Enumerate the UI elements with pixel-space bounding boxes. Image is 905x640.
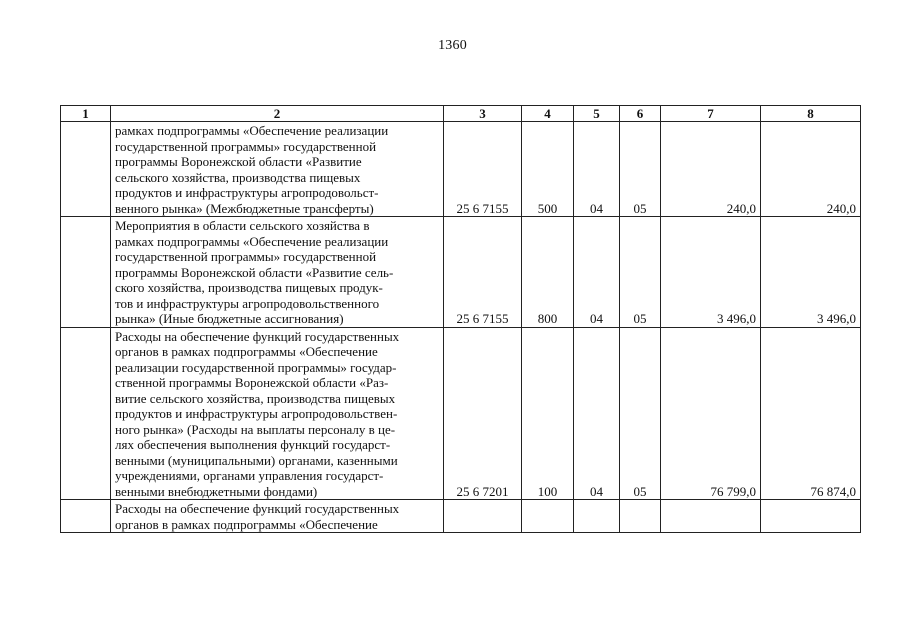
header-col-1: 1 <box>61 106 111 122</box>
description-line: государственной программы» государственной <box>115 138 377 154</box>
description-line: Расходы на обеспечение функций государственных <box>115 501 400 516</box>
description-line: ного рынка» (Расходы на выплаты персоналу в це- <box>115 421 396 437</box>
row-description <box>111 500 444 533</box>
description-line: венными (муниципальными) органами, казенными <box>115 452 398 468</box>
header-col-2: 2 <box>111 106 444 122</box>
description-line: рамках подпрограммы «Обеспечение реализации <box>115 233 389 249</box>
description-line: продуктов и инфраструктуры агропродовольст- <box>115 185 379 200</box>
section-cell: 04 <box>574 217 620 328</box>
target-code-cell: 25 6 7155 <box>444 217 522 328</box>
row-number-cell <box>61 217 111 328</box>
amount-cell-7: 240,0 <box>661 122 761 217</box>
header-col-5: 5 <box>574 106 620 122</box>
amount-cell-8: 240,0 <box>761 122 861 217</box>
target-code-cell: 25 6 7155 <box>444 122 522 217</box>
table-row <box>61 500 861 533</box>
row-number-cell <box>61 122 111 217</box>
expense-type-cell <box>522 500 574 533</box>
description-line: программы Воронежской области «Развитие сель- <box>115 264 394 280</box>
description-line: органов в рамках подпрограммы «Обеспечение <box>115 516 378 532</box>
description-line: государственной программы» государственной <box>115 249 377 264</box>
table-header-row <box>61 106 861 122</box>
amount-cell-8 <box>761 500 861 533</box>
description-line: Расходы на обеспечение функций государственных <box>115 328 400 344</box>
amount-cell-8: 76 874,0 <box>761 327 861 500</box>
description-line: венного рынка» (Межбюджетные трансферты) <box>115 200 374 216</box>
row-description <box>111 327 444 500</box>
description-line: Мероприятия в области сельского хозяйства в <box>115 218 370 233</box>
description-line: тов и инфраструктуры агропродовольственного <box>115 295 380 311</box>
description-line: рамках подпрограммы «Обеспечение реализации <box>115 123 389 138</box>
budget-table <box>60 105 861 533</box>
description-line: продуктов и инфраструктуры агропродовольствен- <box>115 406 398 421</box>
row-number-cell <box>61 500 111 533</box>
row-description <box>111 122 444 217</box>
page-number: 1360 <box>438 38 467 53</box>
section-cell: 04 <box>574 122 620 217</box>
amount-cell-7: 3 496,0 <box>661 217 761 328</box>
expense-type-cell: 500 <box>522 122 574 217</box>
expense-type-cell: 800 <box>522 217 574 328</box>
description-line: ственной программы Воронежской области «Раз- <box>115 375 389 390</box>
description-line: программы Воронежской области «Развитие <box>115 154 362 169</box>
row-number-cell <box>61 327 111 500</box>
target-code-cell: 25 6 7201 <box>444 327 522 500</box>
description-line: учреждениями, органами управления государст- <box>115 468 384 483</box>
description-line: витие сельского хозяйства, производства пищевых <box>115 390 396 406</box>
amount-cell-7 <box>661 500 761 533</box>
header-col-8: 8 <box>761 106 861 122</box>
header-col-4: 4 <box>522 106 574 122</box>
description-line: венными внебюджетными фондами) <box>115 483 318 499</box>
subsection-cell: 05 <box>620 327 661 500</box>
table-row <box>61 122 861 217</box>
table-row <box>61 327 861 500</box>
description-line: сельского хозяйства, производства пищевых <box>115 169 361 185</box>
subsection-cell: 05 <box>620 217 661 328</box>
target-code-cell <box>444 500 522 533</box>
description-line: лях обеспечения выполнения функций государст- <box>115 437 391 452</box>
section-cell <box>574 500 620 533</box>
header-col-6: 6 <box>620 106 661 122</box>
amount-cell-7: 76 799,0 <box>661 327 761 500</box>
section-cell: 04 <box>574 327 620 500</box>
subsection-cell: 05 <box>620 122 661 217</box>
row-description <box>111 217 444 328</box>
description-line: ского хозяйства, производства пищевых продук- <box>115 280 383 295</box>
table-row <box>61 217 861 328</box>
header-col-7: 7 <box>661 106 761 122</box>
amount-cell-8: 3 496,0 <box>761 217 861 328</box>
header-col-3: 3 <box>444 106 522 122</box>
subsection-cell <box>620 500 661 533</box>
description-line: рынка» (Иные бюджетные ассигнования) <box>115 311 344 326</box>
description-line: реализации государственной программы» государ- <box>115 359 397 375</box>
description-line: органов в рамках подпрограммы «Обеспечение <box>115 344 378 359</box>
expense-type-cell: 100 <box>522 327 574 500</box>
